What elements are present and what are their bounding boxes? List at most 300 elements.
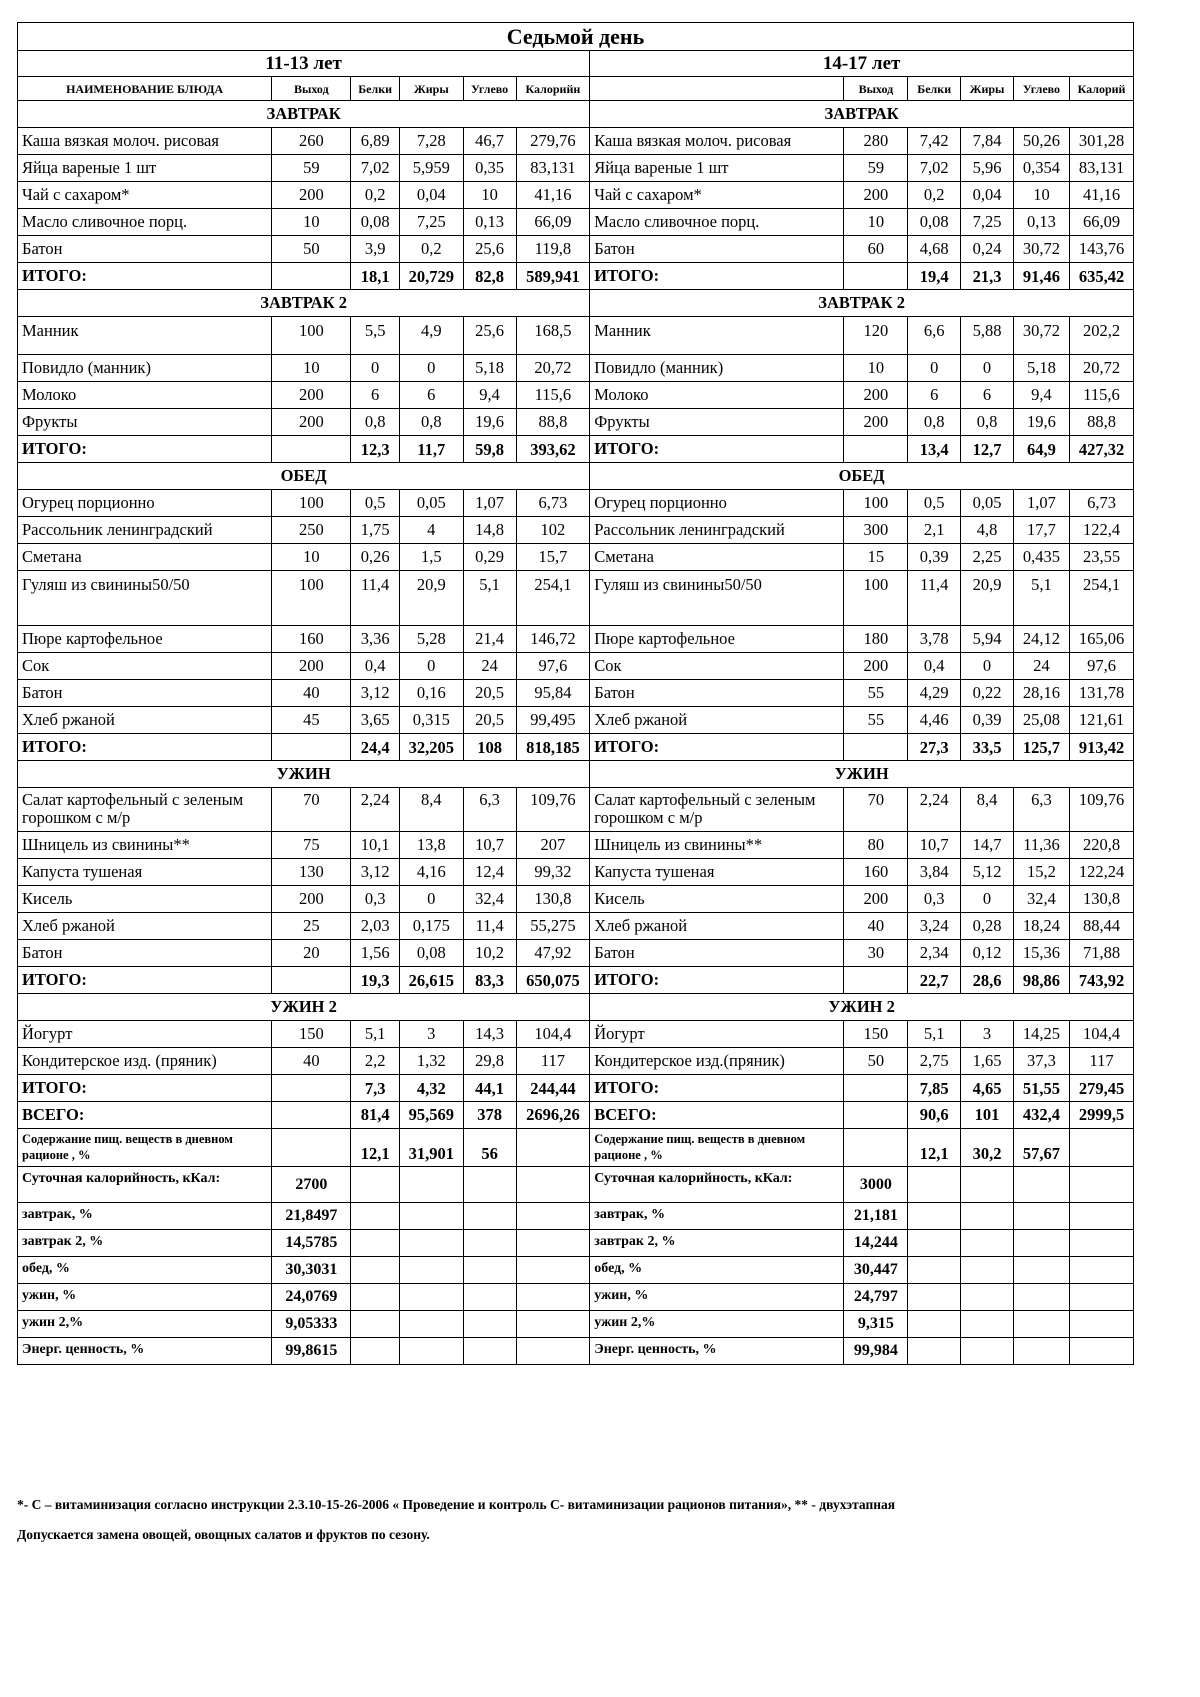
dish-name: Повидло (манник) bbox=[18, 355, 272, 382]
table-row bbox=[18, 571, 1134, 626]
fat-value: 8,4 bbox=[961, 788, 1014, 832]
carbs-value: 46,7 bbox=[463, 128, 516, 155]
yield-value: 200 bbox=[844, 182, 908, 209]
header-left-carbs: Углево bbox=[463, 77, 516, 101]
yield-value: 180 bbox=[844, 626, 908, 653]
dish-name: Фрукты bbox=[18, 409, 272, 436]
protein-value: 0,39 bbox=[908, 544, 961, 571]
summary-row bbox=[18, 1257, 1134, 1284]
yield-value: 160 bbox=[844, 859, 908, 886]
carbs-value: 11,36 bbox=[1013, 832, 1069, 859]
yield-value: 75 bbox=[272, 832, 351, 859]
total-label: ИТОГО: bbox=[590, 263, 844, 290]
empty-cell bbox=[399, 1338, 463, 1365]
dish-name: Чай с сахаром* bbox=[590, 182, 844, 209]
dish-name: Капуста тушеная bbox=[18, 859, 272, 886]
menu-table bbox=[17, 22, 1134, 1365]
protein-value: 0,3 bbox=[908, 886, 961, 913]
dish-name: Каша вязкая молоч. рисовая bbox=[18, 128, 272, 155]
summary-label: ужин 2,% bbox=[18, 1311, 272, 1338]
fat-value: 0,16 bbox=[399, 680, 463, 707]
total-value: 28,6 bbox=[961, 967, 1014, 994]
calories-value: 202,2 bbox=[1070, 317, 1134, 355]
carbs-value: 19,6 bbox=[463, 409, 516, 436]
summary-value: 24,0769 bbox=[272, 1284, 351, 1311]
calories-value: 109,76 bbox=[1070, 788, 1134, 832]
dish-name: Масло сливочное порц. bbox=[18, 209, 272, 236]
table-row bbox=[18, 236, 1134, 263]
protein-value: 6 bbox=[908, 382, 961, 409]
dish-name: Батон bbox=[18, 236, 272, 263]
empty-cell bbox=[463, 1338, 516, 1365]
total-label: ИТОГО: bbox=[18, 263, 272, 290]
grand-total-value bbox=[272, 1102, 351, 1129]
carbs-value: 25,6 bbox=[463, 317, 516, 355]
yield-value: 100 bbox=[272, 490, 351, 517]
table-row bbox=[18, 209, 1134, 236]
yield-value: 130 bbox=[272, 859, 351, 886]
total-row bbox=[18, 436, 1134, 463]
footnote-substitution: Допускается замена овощей, овощных салатов и фруктов по сезону. bbox=[17, 1527, 430, 1542]
dish-name: Хлеб ржаной bbox=[18, 707, 272, 734]
fat-value: 0,12 bbox=[961, 940, 1014, 967]
calories-value: 109,76 bbox=[516, 788, 590, 832]
total-row bbox=[18, 263, 1134, 290]
total-value: 818,185 bbox=[516, 734, 590, 761]
table-row bbox=[18, 1048, 1134, 1075]
fat-value: 0 bbox=[961, 653, 1014, 680]
total-value: 44,1 bbox=[463, 1075, 516, 1102]
fat-value: 13,8 bbox=[399, 832, 463, 859]
section-title-left: УЖИН 2 bbox=[18, 994, 590, 1021]
carbs-value: 9,4 bbox=[463, 382, 516, 409]
dish-name: Сок bbox=[590, 653, 844, 680]
dish-name: Салат картофельный с зеленым горошком с м/р bbox=[18, 788, 272, 832]
dish-name: Пюре картофельное bbox=[18, 626, 272, 653]
total-label: ИТОГО: bbox=[18, 734, 272, 761]
total-value: 279,45 bbox=[1070, 1075, 1134, 1102]
calories-value: 97,6 bbox=[1070, 653, 1134, 680]
calories-value: 143,76 bbox=[1070, 236, 1134, 263]
carbs-value: 10,2 bbox=[463, 940, 516, 967]
dish-name: Капуста тушеная bbox=[590, 859, 844, 886]
carbs-value: 11,4 bbox=[463, 913, 516, 940]
total-value: 393,62 bbox=[516, 436, 590, 463]
empty-cell bbox=[399, 1230, 463, 1257]
carbs-value: 37,3 bbox=[1013, 1048, 1069, 1075]
empty-cell bbox=[961, 1167, 1014, 1203]
table-row bbox=[18, 940, 1134, 967]
yield-value: 200 bbox=[844, 382, 908, 409]
calories-value: 88,8 bbox=[1070, 409, 1134, 436]
yield-value: 200 bbox=[272, 653, 351, 680]
fat-value: 0 bbox=[399, 886, 463, 913]
protein-value: 0,2 bbox=[351, 182, 399, 209]
empty-cell bbox=[908, 1230, 961, 1257]
carbs-value: 20,5 bbox=[463, 680, 516, 707]
table-row bbox=[18, 490, 1134, 517]
carbs-value: 24 bbox=[463, 653, 516, 680]
header-right-fat: Жиры bbox=[961, 77, 1014, 101]
fat-value: 7,25 bbox=[399, 209, 463, 236]
protein-value: 1,56 bbox=[351, 940, 399, 967]
table-row bbox=[18, 155, 1134, 182]
summary-value: 30,447 bbox=[844, 1257, 908, 1284]
total-value: 83,3 bbox=[463, 967, 516, 994]
dish-name: Повидло (манник) bbox=[590, 355, 844, 382]
calories-value: 115,6 bbox=[516, 382, 590, 409]
fat-value: 20,9 bbox=[961, 571, 1014, 626]
empty-cell bbox=[463, 1230, 516, 1257]
carbs-value: 9,4 bbox=[1013, 382, 1069, 409]
summary-value: 9,05333 bbox=[272, 1311, 351, 1338]
section-title-right: ЗАВТРАК 2 bbox=[590, 290, 1134, 317]
header-right-spacer bbox=[590, 77, 844, 101]
protein-value: 3,12 bbox=[351, 859, 399, 886]
total-value: 125,7 bbox=[1013, 734, 1069, 761]
table-row bbox=[18, 626, 1134, 653]
protein-value: 2,03 bbox=[351, 913, 399, 940]
dish-name: Хлеб ржаной bbox=[590, 913, 844, 940]
fat-value: 0,315 bbox=[399, 707, 463, 734]
summary-label: Суточная калорийность, кКал: bbox=[18, 1167, 272, 1203]
empty-cell bbox=[961, 1311, 1014, 1338]
empty-cell bbox=[516, 1167, 590, 1203]
nutrient-content-label: Содержание пищ. веществ в дневном рационе , % bbox=[590, 1129, 844, 1167]
fat-value: 4 bbox=[399, 517, 463, 544]
total-value bbox=[844, 967, 908, 994]
dish-name: Гуляш из свинины50/50 bbox=[590, 571, 844, 626]
fat-value: 7,28 bbox=[399, 128, 463, 155]
yield-value: 60 bbox=[844, 236, 908, 263]
yield-value: 70 bbox=[844, 788, 908, 832]
protein-value: 3,36 bbox=[351, 626, 399, 653]
protein-value: 5,5 bbox=[351, 317, 399, 355]
fat-value: 5,959 bbox=[399, 155, 463, 182]
carbs-value: 1,07 bbox=[463, 490, 516, 517]
header-left-calories: Калорийн bbox=[516, 77, 590, 101]
protein-value: 0,3 bbox=[351, 886, 399, 913]
table-row bbox=[18, 355, 1134, 382]
empty-cell bbox=[516, 1311, 590, 1338]
yield-value: 100 bbox=[272, 317, 351, 355]
yield-value: 10 bbox=[272, 355, 351, 382]
carbs-value: 15,2 bbox=[1013, 859, 1069, 886]
protein-value: 3,84 bbox=[908, 859, 961, 886]
table-row bbox=[18, 317, 1134, 355]
dish-name: Чай с сахаром* bbox=[18, 182, 272, 209]
empty-cell bbox=[463, 1311, 516, 1338]
total-value: 13,4 bbox=[908, 436, 961, 463]
protein-value: 3,9 bbox=[351, 236, 399, 263]
table-row bbox=[18, 382, 1134, 409]
yield-value: 10 bbox=[844, 355, 908, 382]
calories-value: 6,73 bbox=[516, 490, 590, 517]
dish-name: Салат картофельный с зеленым горошком с м/р bbox=[590, 788, 844, 832]
total-value: 4,32 bbox=[399, 1075, 463, 1102]
calories-value: 41,16 bbox=[516, 182, 590, 209]
table-row bbox=[18, 707, 1134, 734]
nutrient-content-row bbox=[18, 1129, 1134, 1167]
dish-name: Сметана bbox=[590, 544, 844, 571]
empty-cell bbox=[399, 1203, 463, 1230]
table-row bbox=[18, 128, 1134, 155]
fat-value: 20,9 bbox=[399, 571, 463, 626]
empty-cell bbox=[351, 1311, 399, 1338]
carbs-value: 14,8 bbox=[463, 517, 516, 544]
calories-value: 130,8 bbox=[1070, 886, 1134, 913]
protein-value: 3,24 bbox=[908, 913, 961, 940]
header-right-protein: Белки bbox=[908, 77, 961, 101]
summary-row bbox=[18, 1203, 1134, 1230]
fat-value: 0,175 bbox=[399, 913, 463, 940]
empty-cell bbox=[961, 1284, 1014, 1311]
total-row bbox=[18, 734, 1134, 761]
carbs-value: 10 bbox=[1013, 182, 1069, 209]
summary-row bbox=[18, 1311, 1134, 1338]
total-value: 24,4 bbox=[351, 734, 399, 761]
calories-value: 66,09 bbox=[516, 209, 590, 236]
carbs-value: 29,8 bbox=[463, 1048, 516, 1075]
header-left-protein: Белки bbox=[351, 77, 399, 101]
dish-name: Сметана bbox=[18, 544, 272, 571]
section-header-row bbox=[18, 101, 1134, 128]
dish-name: Йогурт bbox=[590, 1021, 844, 1048]
carbs-value: 24,12 bbox=[1013, 626, 1069, 653]
carbs-value: 5,18 bbox=[463, 355, 516, 382]
total-value bbox=[272, 436, 351, 463]
carbs-value: 0,29 bbox=[463, 544, 516, 571]
yield-value: 200 bbox=[844, 409, 908, 436]
summary-value: 30,3031 bbox=[272, 1257, 351, 1284]
total-value: 19,3 bbox=[351, 967, 399, 994]
empty-cell bbox=[1013, 1257, 1069, 1284]
empty-cell bbox=[1070, 1311, 1134, 1338]
total-value bbox=[844, 436, 908, 463]
empty-cell bbox=[351, 1167, 399, 1203]
empty-cell bbox=[1013, 1167, 1069, 1203]
dish-name: Каша вязкая молоч. рисовая bbox=[590, 128, 844, 155]
total-value: 21,3 bbox=[961, 263, 1014, 290]
calories-value: 122,4 bbox=[1070, 517, 1134, 544]
fat-value: 0,08 bbox=[399, 940, 463, 967]
total-label: ИТОГО: bbox=[18, 1075, 272, 1102]
total-value: 7,85 bbox=[908, 1075, 961, 1102]
empty-cell bbox=[1070, 1230, 1134, 1257]
section-title-left: УЖИН bbox=[18, 761, 590, 788]
dish-name: Яйца вареные 1 шт bbox=[590, 155, 844, 182]
summary-value: 14,5785 bbox=[272, 1230, 351, 1257]
empty-cell bbox=[351, 1257, 399, 1284]
nutrient-content-value bbox=[1070, 1129, 1134, 1167]
header-right-yield: Выход bbox=[844, 77, 908, 101]
fat-value: 0,04 bbox=[961, 182, 1014, 209]
total-value: 98,86 bbox=[1013, 967, 1069, 994]
summary-label: обед, % bbox=[590, 1257, 844, 1284]
footnotes bbox=[17, 1490, 1177, 1550]
empty-cell bbox=[1070, 1284, 1134, 1311]
dish-name: Хлеб ржаной bbox=[18, 913, 272, 940]
dish-name: Фрукты bbox=[590, 409, 844, 436]
section-title-right: УЖИН bbox=[590, 761, 1134, 788]
total-value: 22,7 bbox=[908, 967, 961, 994]
nutrient-content-value: 12,1 bbox=[351, 1129, 399, 1167]
summary-label: ужин, % bbox=[590, 1284, 844, 1311]
calories-value: 83,131 bbox=[516, 155, 590, 182]
yield-value: 250 bbox=[272, 517, 351, 544]
protein-value: 11,4 bbox=[908, 571, 961, 626]
nutrient-content-value: 57,67 bbox=[1013, 1129, 1069, 1167]
dish-name: Масло сливочное порц. bbox=[590, 209, 844, 236]
protein-value: 7,02 bbox=[908, 155, 961, 182]
fat-value: 0,05 bbox=[399, 490, 463, 517]
dish-name: Кисель bbox=[590, 886, 844, 913]
header-right-carbs: Углево bbox=[1013, 77, 1069, 101]
fat-value: 4,9 bbox=[399, 317, 463, 355]
nutrient-content-label: Содержание пищ. веществ в дневном рационе , % bbox=[18, 1129, 272, 1167]
fat-value: 0,8 bbox=[399, 409, 463, 436]
fat-value: 6 bbox=[399, 382, 463, 409]
yield-value: 100 bbox=[844, 571, 908, 626]
yield-value: 40 bbox=[272, 1048, 351, 1075]
calories-value: 88,44 bbox=[1070, 913, 1134, 940]
dish-name: Батон bbox=[590, 680, 844, 707]
dish-name: Хлеб ржаной bbox=[590, 707, 844, 734]
empty-cell bbox=[351, 1203, 399, 1230]
total-value: 635,42 bbox=[1070, 263, 1134, 290]
fat-value: 0,22 bbox=[961, 680, 1014, 707]
nutrient-content-value: 12,1 bbox=[908, 1129, 961, 1167]
header-dish-name: НАИМЕНОВАНИЕ БЛЮДА bbox=[18, 77, 272, 101]
total-value: 12,3 bbox=[351, 436, 399, 463]
fat-value: 0 bbox=[399, 355, 463, 382]
yield-value: 15 bbox=[844, 544, 908, 571]
fat-value: 0,24 bbox=[961, 236, 1014, 263]
fat-value: 0,2 bbox=[399, 236, 463, 263]
calories-value: 20,72 bbox=[1070, 355, 1134, 382]
fat-value: 5,28 bbox=[399, 626, 463, 653]
carbs-value: 12,4 bbox=[463, 859, 516, 886]
empty-cell bbox=[463, 1203, 516, 1230]
calories-value: 131,78 bbox=[1070, 680, 1134, 707]
yield-value: 20 bbox=[272, 940, 351, 967]
protein-value: 10,1 bbox=[351, 832, 399, 859]
protein-value: 0,4 bbox=[908, 653, 961, 680]
total-value: 11,7 bbox=[399, 436, 463, 463]
empty-cell bbox=[1070, 1203, 1134, 1230]
yield-value: 260 bbox=[272, 128, 351, 155]
table-row bbox=[18, 544, 1134, 571]
fat-value: 1,5 bbox=[399, 544, 463, 571]
fat-value: 0,39 bbox=[961, 707, 1014, 734]
yield-value: 120 bbox=[844, 317, 908, 355]
footnote-vitamin: *- С – витаминизация согласно инструкции 2.3.10-15-26-2006 « Проведение и контроль С- витаминизации рационов питания», ** - двухэтапная bbox=[17, 1497, 896, 1512]
dish-name: Пюре картофельное bbox=[590, 626, 844, 653]
total-value: 108 bbox=[463, 734, 516, 761]
calories-value: 97,6 bbox=[516, 653, 590, 680]
protein-value: 2,75 bbox=[908, 1048, 961, 1075]
total-row bbox=[18, 1075, 1134, 1102]
fat-value: 0,28 bbox=[961, 913, 1014, 940]
yield-value: 160 bbox=[272, 626, 351, 653]
grand-total-value: 81,4 bbox=[351, 1102, 399, 1129]
empty-cell bbox=[1070, 1257, 1134, 1284]
summary-label: Энерг. ценность, % bbox=[590, 1338, 844, 1365]
total-label: ИТОГО: bbox=[590, 436, 844, 463]
grand-total-value: 90,6 bbox=[908, 1102, 961, 1129]
total-value: 19,4 bbox=[908, 263, 961, 290]
total-value: 589,941 bbox=[516, 263, 590, 290]
fat-value: 3 bbox=[399, 1021, 463, 1048]
protein-value: 5,1 bbox=[351, 1021, 399, 1048]
menu-table-body bbox=[18, 23, 1134, 1365]
yield-value: 40 bbox=[844, 913, 908, 940]
calories-value: 6,73 bbox=[1070, 490, 1134, 517]
header-left-fat: Жиры bbox=[399, 77, 463, 101]
table-row bbox=[18, 886, 1134, 913]
total-value bbox=[844, 263, 908, 290]
empty-cell bbox=[961, 1230, 1014, 1257]
calories-value: 15,7 bbox=[516, 544, 590, 571]
empty-cell bbox=[1013, 1311, 1069, 1338]
carbs-value: 6,3 bbox=[463, 788, 516, 832]
carbs-value: 0,35 bbox=[463, 155, 516, 182]
calories-value: 102 bbox=[516, 517, 590, 544]
yield-value: 50 bbox=[272, 236, 351, 263]
protein-value: 4,29 bbox=[908, 680, 961, 707]
grand-total-label: ВСЕГО: bbox=[18, 1102, 272, 1129]
empty-cell bbox=[1070, 1338, 1134, 1365]
dish-name: Кисель bbox=[18, 886, 272, 913]
summary-label: Энерг. ценность, % bbox=[18, 1338, 272, 1365]
nutrient-content-value bbox=[516, 1129, 590, 1167]
yield-value: 59 bbox=[272, 155, 351, 182]
total-value: 18,1 bbox=[351, 263, 399, 290]
yield-value: 40 bbox=[272, 680, 351, 707]
nutrient-content-value: 56 bbox=[463, 1129, 516, 1167]
total-value: 913,42 bbox=[1070, 734, 1134, 761]
empty-cell bbox=[908, 1311, 961, 1338]
summary-label: Суточная калорийность, кКал: bbox=[590, 1167, 844, 1203]
carbs-value: 0,13 bbox=[1013, 209, 1069, 236]
dish-name: Молоко bbox=[590, 382, 844, 409]
protein-value: 3,65 bbox=[351, 707, 399, 734]
dish-name: Рассольник ленинградский bbox=[590, 517, 844, 544]
summary-value: 9,315 bbox=[844, 1311, 908, 1338]
calories-value: 55,275 bbox=[516, 913, 590, 940]
empty-cell bbox=[463, 1284, 516, 1311]
fat-value: 0 bbox=[961, 886, 1014, 913]
summary-value: 24,797 bbox=[844, 1284, 908, 1311]
empty-cell bbox=[399, 1284, 463, 1311]
carbs-value: 0,354 bbox=[1013, 155, 1069, 182]
dish-name: Йогурт bbox=[18, 1021, 272, 1048]
fat-value: 4,16 bbox=[399, 859, 463, 886]
dish-name: Батон bbox=[590, 236, 844, 263]
calories-value: 254,1 bbox=[516, 571, 590, 626]
section-header-row bbox=[18, 761, 1134, 788]
empty-cell bbox=[908, 1203, 961, 1230]
protein-value: 1,75 bbox=[351, 517, 399, 544]
carbs-value: 5,1 bbox=[463, 571, 516, 626]
protein-value: 2,24 bbox=[351, 788, 399, 832]
protein-value: 11,4 bbox=[351, 571, 399, 626]
total-value: 32,205 bbox=[399, 734, 463, 761]
calories-value: 122,24 bbox=[1070, 859, 1134, 886]
table-row bbox=[18, 1021, 1134, 1048]
calories-value: 279,76 bbox=[516, 128, 590, 155]
fat-value: 0,8 bbox=[961, 409, 1014, 436]
